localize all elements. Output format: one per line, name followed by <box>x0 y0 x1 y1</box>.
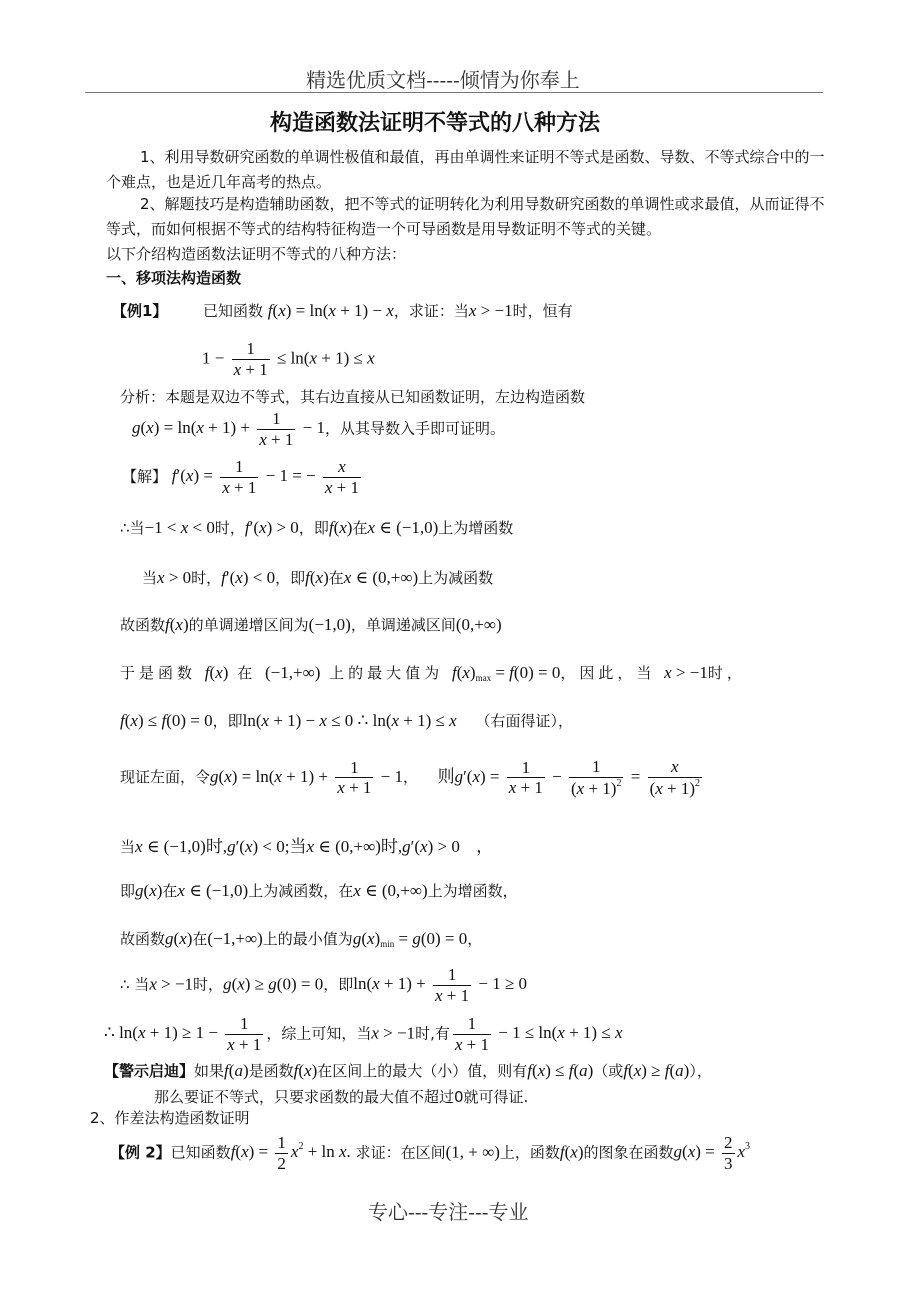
warning-line-1: 【警示启迪】如果f(a)是函数f(x)在区间上的最大（小）值，则有f(x) ≤ f(a)（或f(x) ≥ f(a)）， <box>104 1061 712 1080</box>
example1-solution-derivative: 【解】 f′(x) = $\frac{1}{x + 1}$ − 1 = − $\frac{x}{x + 1}$ <box>122 457 360 497</box>
solution-line-6: 现证左面，令g(x) = ln(x + 1) + $\frac{1}{x + 1}$ − 1， 则g′(x) = $\frac{1}{x + 1}$ − $\frac{1}{(x + 1)^2}$ = $\frac{x}{(x + 1)^2}$ <box>120 757 701 798</box>
solution-line-5: f(x) ≤ f(0) = 0，即ln(x + 1) − x ≤ 0 ∴ ln(x + 1) ≤ x （右面得证）， <box>120 711 573 730</box>
solution-line-9: 故函数g(x)在(−1,+∞)上的最小值为$g(x)_{min} = g(0) = 0$， <box>120 929 483 949</box>
solution-line-8: 即g(x)在x ∈ (−1,0)上为减函数，在x ∈ (0,+∞)上为增函数， <box>120 881 518 900</box>
warning-line-2: 那么要证不等式，只要求函数的最大值不超过0就可得证. <box>154 1088 529 1106</box>
solution-line-11: ∴ ln(x + 1) ≥ 1 − $\frac{1}{x + 1}$ ，综上可知，当x > −1时,有 $\frac{1}{x + 1}$ − 1 ≤ ln(x + 1) ≤ x <box>104 1014 623 1054</box>
section2-heading: 2、作差法构造函数证明 <box>90 1109 250 1127</box>
example1-analysis: 分析：本题是双边不等式，其右边直接从已知函数证明，左边构造函数 <box>120 388 586 406</box>
example2-statement: 【例 2】已知函数f(x) = $\frac{1}{2}$ $x^2 + \ln x$. 求证：在区间(1, + ∞)上，函数f(x)的图象在函数g(x) = $\frac{2}{3}$ $x^3$ <box>110 1133 751 1173</box>
page-header: 精选优质文档-----倾情为你奉上 <box>306 68 580 92</box>
header-divider <box>85 92 823 93</box>
solution-line-4: 于是函数 f(x) 在 (−1,+∞) 上的最大值为 $f(x)_{max} = f(0) = 0$，因此，当 x > −1时， <box>120 663 746 683</box>
example1-inequality: 1 − $\frac{1}{x + 1}$ ≤ ln(x + 1) ≤ x <box>202 339 375 379</box>
example2-label: 【例 2】 <box>110 1143 171 1162</box>
intro-paragraph-2: 2、解题技巧是构造辅助函数，把不等式的证明转化为利用导数研究函数的单调性或求最值，从而证得不等式，而如何根据不等式的结构特征构造一个可导函数是用导数证明不等式的关键。 <box>106 195 825 238</box>
intro-paragraph-1: 1、利用导数研究函数的单调性极值和最值，再由单调性来证明不等式是函数、导数、不等式综合中的一个难点，也是近几年高考的热点。 <box>106 148 825 191</box>
solution-line-3: 故函数f(x)的单调递增区间为(−1,0)，单调递减区间(0,+∞) <box>120 615 502 634</box>
intro-paragraph-3: 以下介绍构造函数法证明不等式的八种方法： <box>106 245 407 263</box>
solution-line-1: ∴当−1 < x < 0时，f′(x) > 0，即f(x)在x ∈ (−1,0)上为增函数 <box>120 518 514 537</box>
example1-gx-def: g(x) = ln(x + 1) + $\frac{1}{x + 1}$ − 1，从其导数入手即可证明。 <box>132 409 505 449</box>
warning-label: 【警示启迪】 <box>104 1062 195 1080</box>
page-title: 构造函数法证明不等式的八种方法 <box>270 111 601 136</box>
example1-label: 【例1】 <box>112 302 168 320</box>
solution-line-2: 当x > 0时，f′(x) < 0，即f(x)在x ∈ (0,+∞)上为减函数 <box>142 568 494 587</box>
page-footer: 专心---专注---专业 <box>368 1200 529 1224</box>
example1-statement: 【例1】 已知函数 f(x) = ln(x + 1) − x，求证：当x > −1时，恒有 <box>112 301 573 320</box>
solution-line-10: ∴ 当x > −1时，g(x) ≥ g(0) = 0，即ln(x + 1) + $\frac{1}{x + 1}$ − 1 ≥ 0 <box>120 965 528 1005</box>
section1-heading: 一、移项法构造函数 <box>106 269 242 287</box>
solution-line-7: 当x ∈ (−1,0)时,g′(x) < 0;当x ∈ (0,+∞)时,g′(x) > 0 ， <box>120 837 494 856</box>
